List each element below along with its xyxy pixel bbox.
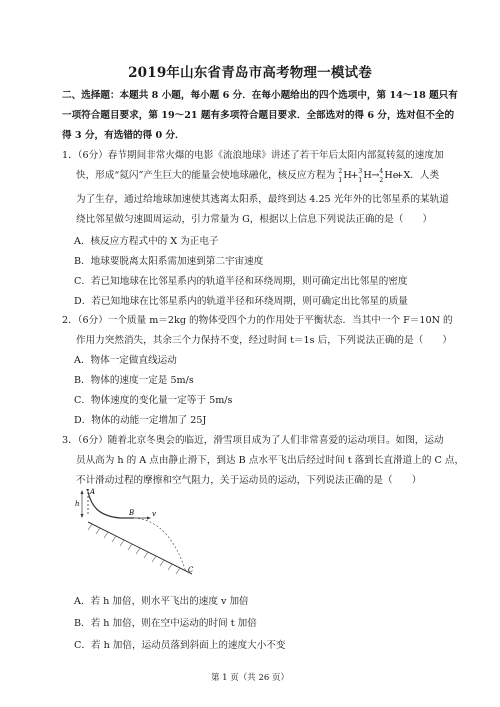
isotope-h3 xyxy=(358,168,372,184)
isotope-h3-mass: 3 xyxy=(358,168,363,175)
q1-stem-line-3: 为了生存，通过给地球加速使其逃离太阳系，最终到达 4.25 光年外的比邻星系的某轨道 xyxy=(76,194,449,205)
label-point-c: C xyxy=(188,566,194,574)
q3-stem-line-1: 3．（6分）随着北京冬奥会的临近，滑雪项目成为了人们非常喜爱的运动项目。如图，运动 xyxy=(62,435,444,446)
q3-option-b: B．若 h 加倍，则在空中运动的时间 t 加倍 xyxy=(74,618,257,629)
flight-trajectory xyxy=(134,518,186,572)
page-title: 2019年山东省青岛市高考物理一模试卷 xyxy=(128,65,372,81)
isotope-h2-charge: 1 xyxy=(338,177,343,184)
q2-option-c: C．物体速度的变化量一定等于 5m/s xyxy=(74,395,233,406)
q2-option-b: B．物体的速度一定是 5m/s xyxy=(74,375,194,386)
velocity-arrow-head xyxy=(147,517,151,520)
q3-option-a: A．若 h 加倍，则水平飞出的速度 v 加倍 xyxy=(74,596,249,607)
label-point-a: A xyxy=(90,488,96,496)
q1-option-b: B．地球要脱离太阳系需加速到第二宇宙速度 xyxy=(74,256,264,267)
slope-hatching xyxy=(88,524,180,574)
isotope-h3-symbol: H xyxy=(363,170,372,181)
section-header-line-3: 得 3 分，有选错的得 0 分． xyxy=(62,130,185,141)
plus-sign: + xyxy=(350,170,359,181)
label-height-h: h xyxy=(75,500,80,508)
isotope-he4-symbol: He xyxy=(384,170,399,181)
q1-stem-line-2 xyxy=(76,170,439,182)
page-footer: 第 1 页（共 26 页） xyxy=(210,673,290,683)
ski-jump-diagram xyxy=(74,486,204,581)
isotope-he4 xyxy=(379,168,399,184)
q1-stem-line-1: 1．（6分）春节期间非常火爆的电影《流浪地球》讲述了若干年后太阳内部氦转氦的速度加 xyxy=(62,150,444,161)
q2-stem-line-1: 2．（6分）一个质量 m＝2kg 的物体受四个力的作用处于平衡状态．当其中一个 F＝10N 的 xyxy=(62,315,453,326)
reaction-arrow: → xyxy=(371,170,380,181)
isotope-h3-charge: 1 xyxy=(358,177,363,184)
skier-icon xyxy=(86,489,89,492)
q1-option-d: D．若已知地球在比邻星系内的轨道半径和环绕周期，则可确定出比邻星的质量 xyxy=(74,296,408,307)
q2-option-a: A．物体一定做直线运动 xyxy=(74,355,177,366)
section-header-line-1: 二、选择题：本题共 8 小题，每小题 6 分．在每小题给出的四个选项中，第 14～18 题只有 xyxy=(62,90,458,101)
q1-option-c: C．若已知地球在比邻星系内的轨道半径和环绕周期，则可确定出比邻星的密度 xyxy=(74,276,408,287)
height-arrow-head-bottom xyxy=(81,514,84,518)
isotope-he4-mass: 4 xyxy=(379,168,384,175)
section-header-line-2: 一项符合题目要求，第 19～21 题有多项符合题目要求．全部选对的得 6 分，选对但不全的 xyxy=(62,110,455,121)
label-point-b: B xyxy=(129,509,135,517)
q2-option-d: D．物体的动能一定增加了 25J xyxy=(74,415,207,426)
q1-stem-line-4: 绕比邻星做匀速圆周运动，引力常量为 G，根据以上信息下列说法正确的是（ ） xyxy=(76,214,433,225)
q3-stem-line-3: 不计滑动过程的摩擦和空气阻力，关于运动员的运动，下列说法正确的是（ ） xyxy=(76,475,422,486)
q1-stem-line-2-tail: +X．人类 xyxy=(395,170,440,181)
q1-stem-line-2-text: 快，形成“氦闪”产生巨大的能量会使地球融化，核反应方程为 xyxy=(76,170,336,181)
q1-option-a: A．核反应方程式中的 X 为正电子 xyxy=(74,236,219,247)
isotope-h2-symbol: H xyxy=(343,170,352,181)
label-velocity-v: v xyxy=(152,510,156,518)
isotope-h2-mass: 2 xyxy=(338,168,343,175)
q3-option-c: C．若 h 加倍，运动员落到斜面上的速度大小不变 xyxy=(74,640,286,651)
isotope-h2 xyxy=(338,168,352,184)
q3-stem-line-2: 员从高为 h 的 A 点由静止滑下，到达 B 点水平飞出后经过时间 t 落到长直滑道上的 C 点， xyxy=(76,455,465,466)
height-arrow-head-top xyxy=(81,490,84,494)
q2-stem-line-2: 作用力突然消失，其余三个力保持不变，经过时间 t＝1s 后，下列说法正确的是（ ） xyxy=(76,335,452,346)
isotope-he4-charge: 2 xyxy=(379,177,384,184)
